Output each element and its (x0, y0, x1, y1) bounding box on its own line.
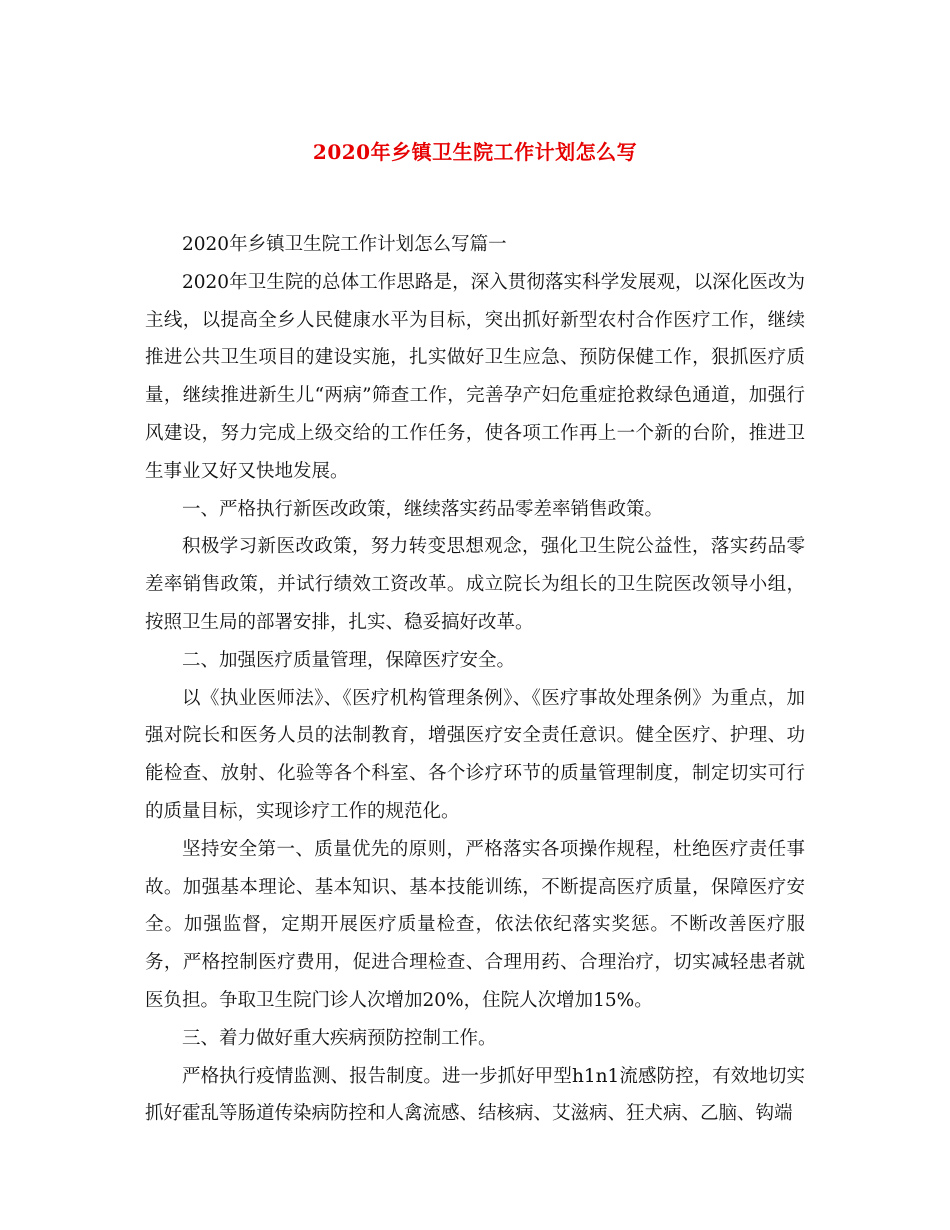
paragraph: 积极学习新医改政策，努力转变思想观念，强化卫生院公益性，落实药品零差率销售政策，并试行绩效工资改革。成立院长为组长的卫生院医改领导小组，按照卫生局的部署安排，扎实、稳妥搞好改革。 (145, 536, 805, 633)
paragraph: 严格执行疫情监测、报告制度。进一步抓好甲型h1n1流感防控，有效地切实抓好霍乱等肠道传染病防控和人禽流感、结核病、艾滋病、狂犬病、乙脑、钩端 (145, 1065, 805, 1125)
document-body (145, 226, 805, 1133)
paragraph: 以《执业医师法》、《医疗机构管理条例》、《医疗事故处理条例》为重点，加强对院长和医务人员的法制教育，增强医疗安全责任意识。健全医疗、护理、功能检查、放射、化验等各个科室、各个诊疗环节的质量管理制度，制定切实可行的质量目标，实现诊疗工作的规范化。 (145, 687, 805, 822)
paragraph-heading: 一、严格执行新医改政策，继续落实药品零差率销售政策。 (182, 498, 664, 520)
paragraph: 坚持安全第一、质量优先的原则，严格落实各项操作规程，杜绝医疗责任事故。加强基本理论、基本知识、基本技能训练，不断提高医疗质量，保障医疗安全。加强监督，定期开展医疗质量检查，依法依纪落实奖惩。不断改善医疗服务，严格控制医疗费用，促进合理检查、合理用药、合理治疗，切实减轻患者就医负担。争取卫生院门诊人次增加20%，住院人次增加15%。 (145, 838, 805, 1011)
paragraph-section-heading: 2020年乡镇卫生院工作计划怎么写篇一 (182, 234, 507, 255)
document-title: 2020年乡镇卫生院工作计划怎么写 (312, 140, 638, 164)
paragraph-heading: 二、加强医疗质量管理，保障医疗安全。 (182, 649, 516, 671)
paragraph-heading: 三、着力做好重大疾病预防控制工作。 (182, 1027, 497, 1049)
paragraph: 2020年卫生院的总体工作思路是，深入贯彻落实科学发展观，以深化医改为主线，以提高全乡人民健康水平为目标，突出抓好新型农村合作医疗工作，继续推进公共卫生项目的建设实施，扎实做好卫生应急、预防保健工作，狠抓医疗质量，继续推进新生儿“两病”筛查工作，完善孕产妇危重症抢救绿色通道，加强行风建设，努力完成上级交给的工作任务，使各项工作再上一个新的台阶，推进卫生事业又好又快地发展。 (145, 271, 805, 482)
